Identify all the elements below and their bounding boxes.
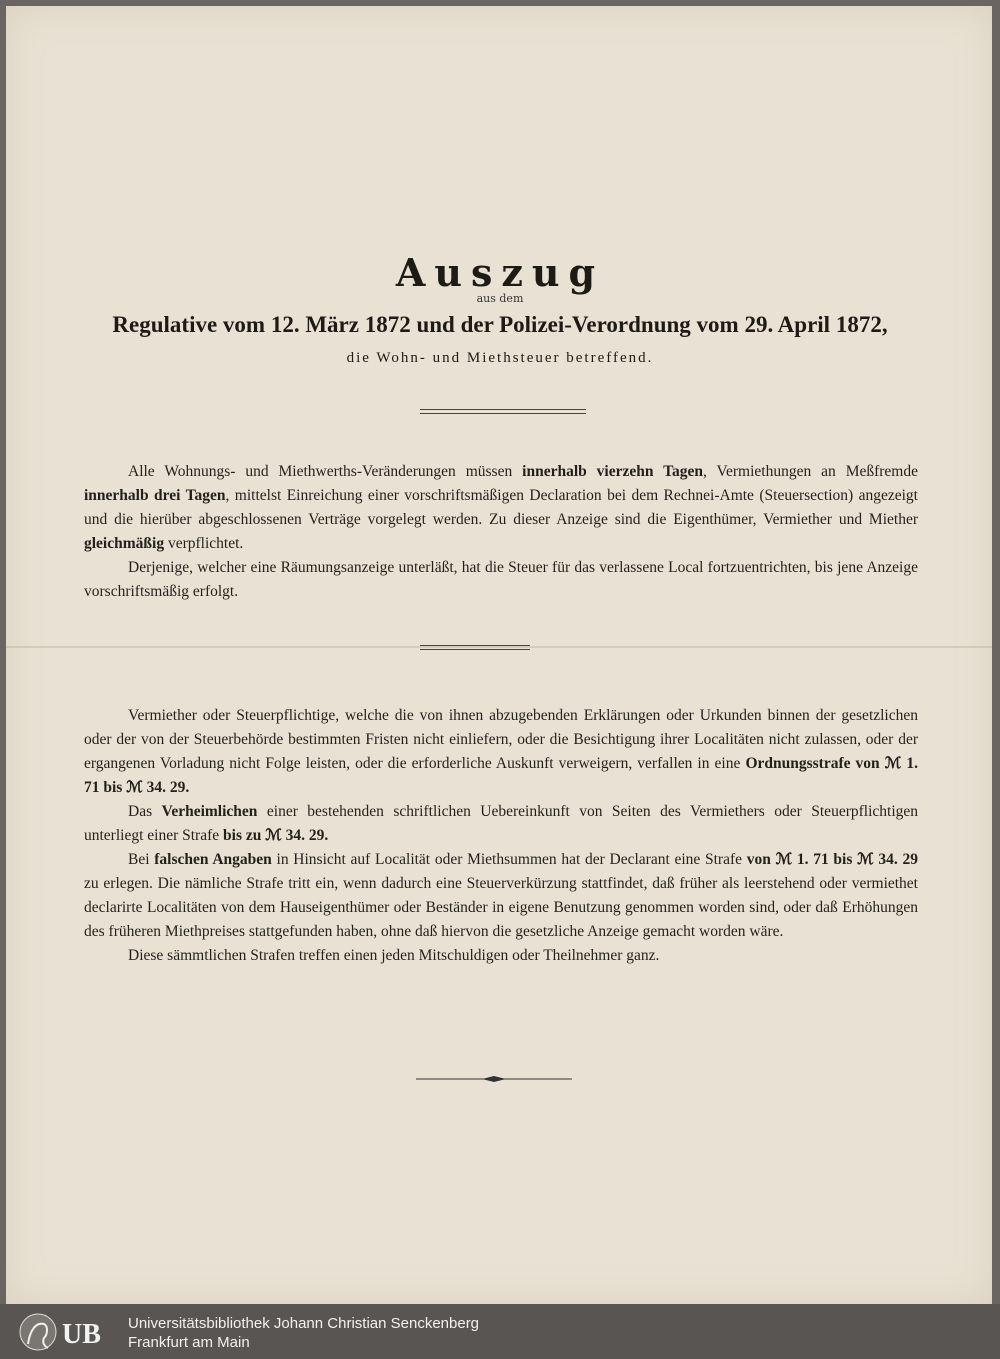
svg-text:UB: UB bbox=[62, 1319, 101, 1350]
divider-middle bbox=[420, 645, 530, 646]
subject-line: die Wohn- und Miethsteuer betreffend. bbox=[346, 350, 654, 366]
paragraph-fine: Vermiether oder Steuerpflichtige, welche die von ihnen abzugebenden Erklärungen oder Urkunden binnen der gesetzlichen oder der von der Steuerbehörde bestimmten Fristen nicht einliefern, oder die Besichtigung ihrer Localitäten nicht zulassen, oder der ergangenen Vorladung nicht Folge leisten, oder die erforderliche Auskunft verweigern, verfallen in eine Ordnungsstrafe von ℳ 1. 71 bis ℳ 34. 29. bbox=[84, 707, 918, 796]
paragraph-reporting: Alle Wohnungs- und Miethwerths-Veränderungen müssen innerhalb vierzehn Tagen, Vermiethungen an Meßfremde innerhalb drei Tagen, mittelst Einreichung einer vorschriftsmäßigen Declaration bei dem Rechnei-Amte (Steuersection) angezeigt und die hierüber abgeschlossenen Verträge vorgelegt werden. Zu dieser Anzeige sind die Eigenthümer, Vermiether und Miether gleichmäßig verpflichtet. bbox=[84, 463, 918, 552]
section-reporting-duties bbox=[84, 460, 918, 604]
library-logo-icon bbox=[18, 1310, 122, 1354]
library-city: Frankfurt am Main bbox=[128, 1334, 250, 1351]
paragraph-vacancy: Derjenige, welcher eine Räumungsanzeige unterläßt, hat die Steuer für das verlassene Local fortzuentrichten, bis jene Anzeige vorschriftsmäßig erfolgt. bbox=[84, 559, 918, 600]
paragraph-accomplices: Diese sämmtlichen Strafen treffen einen jeden Mitschuldigen oder Theilnehmer ganz. bbox=[128, 947, 660, 964]
paper-fold bbox=[6, 646, 992, 648]
title-connector: aus dem bbox=[476, 292, 524, 305]
document-title: Auszug bbox=[395, 250, 605, 295]
divider-top bbox=[420, 409, 586, 410]
library-name: Universitätsbibliothek Johann Christian Senckenberg bbox=[128, 1315, 480, 1332]
section-penalties bbox=[84, 704, 918, 968]
paragraph-concealment: Das Verheimlichen einer bestehenden schriftlichen Uebereinkunft von Seiten des Vermiethers oder Steuerpflichtigen unterliegt einer Strafe bis zu ℳ 34. 29. bbox=[84, 803, 919, 844]
regulation-heading: Regulative vom 12. März 1872 und der Polizei-Verordnung vom 29. April 1872, bbox=[112, 312, 888, 337]
divider-top-double bbox=[420, 413, 586, 414]
document-page bbox=[6, 6, 992, 1304]
paragraph-false-statements: Bei falschen Angaben in Hinsicht auf Localität oder Miethsummen hat der Declarant eine Strafe von ℳ 1. 71 bis ℳ 34. 29 zu erlegen. Die nämliche Strafe tritt ein, wenn dadurch eine Steuerverkürzung stattfindet, daß früher als leerstehend oder vermiethet declarirte Localitäten von dem Hauseigenthümer oder Beständer in eigene Benutzung genommen worden sind, oder daß Erhöhungen des früheren Miethpreises stattgefunden haben, ohne daß hiervon die gesetzliche Anzeige gemacht worden wäre. bbox=[84, 851, 918, 940]
divider-middle-double bbox=[420, 649, 530, 650]
ornament-divider bbox=[414, 1074, 574, 1084]
